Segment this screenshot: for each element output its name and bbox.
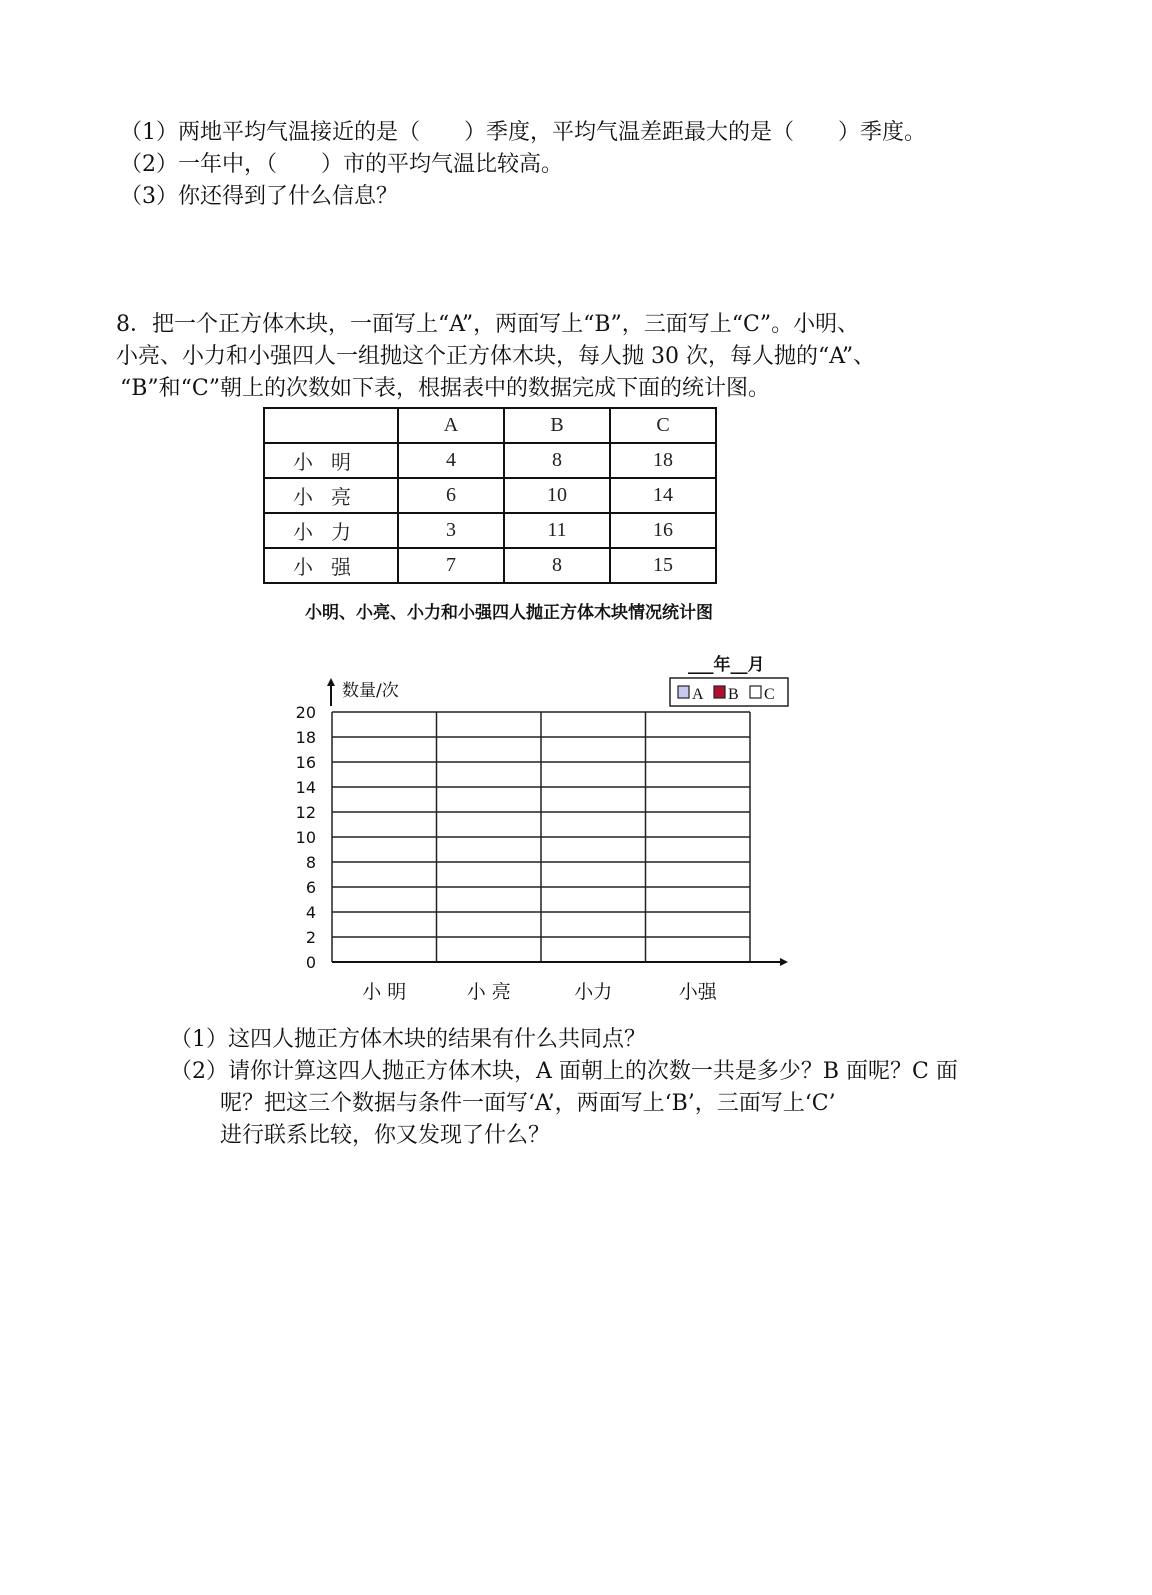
top-question-3: （3）你还得到了什么信息？ [120, 184, 398, 209]
table-cell: 6 [398, 478, 504, 513]
table-header-row [264, 408, 716, 443]
x-category-label: 小力 [574, 981, 613, 1003]
y-axis-arrow [327, 678, 335, 686]
sub-question-2-cont-1: 呢？把这三个数据与条件一面写‘A’，两面写上‘B’，三面写上‘C’ [220, 1091, 836, 1116]
legend-label: C [764, 686, 775, 703]
x-axis-arrow [780, 958, 788, 966]
legend-swatch [714, 686, 725, 698]
table-cell: 8 [504, 443, 610, 478]
y-tick-label: 8 [305, 853, 316, 872]
table-row [264, 478, 716, 513]
y-tick-label: 10 [295, 828, 316, 847]
sub-question-2-cont-2: 进行联系比较，你又发现了什么？ [220, 1123, 551, 1148]
sub-question-2: （2）请你计算这四人抛正方体木块，A 面朝上的次数一共是多少？B 面呢？C 面 [170, 1059, 958, 1084]
legend-label: B [728, 686, 739, 703]
y-tick-label: 12 [295, 803, 316, 822]
table-header-cell [264, 408, 398, 443]
bar-chart [280, 640, 810, 1010]
table-cell: 16 [610, 513, 716, 548]
x-category-label: 小 明 [362, 981, 407, 1003]
x-category-label: 小强 [678, 981, 717, 1003]
y-tick-label: 18 [295, 728, 316, 747]
top-question-2: （2）一年中，（ ）市的平均气温比较高。 [120, 152, 563, 177]
x-category-label: 小 亮 [466, 981, 511, 1003]
table-cell: 11 [504, 513, 610, 548]
table-row [264, 548, 716, 583]
legend-label: A [692, 686, 704, 703]
problem8-line-2: 小亮、小力和小强四人一组抛这个正方体木块，每人抛 30 次，每人抛的“A”、 [116, 344, 876, 369]
sub-question-1: （1）这四人抛正方体木块的结果有什么共同点？ [170, 1027, 646, 1052]
table-cell: 7 [398, 548, 504, 583]
data-table [263, 407, 717, 584]
table-cell: 4 [398, 443, 504, 478]
table-row [264, 443, 716, 478]
table-header-cell: C [610, 408, 716, 443]
y-tick-label: 14 [295, 778, 316, 797]
table-row [264, 513, 716, 548]
table-cell: 10 [504, 478, 610, 513]
y-tick-label: 2 [305, 928, 316, 947]
y-tick-label: 20 [295, 703, 316, 722]
y-tick-label: 16 [295, 753, 316, 772]
chart-title: 小明、小亮、小力和小强四人抛正方体木块情况统计图 [305, 603, 713, 623]
table-cell: 18 [610, 443, 716, 478]
table-cell-name: 小强 [264, 548, 398, 583]
table-cell-name: 小亮 [264, 478, 398, 513]
table-cell-name: 小明 [264, 443, 398, 478]
y-axis-label: 数量/次 [342, 681, 399, 701]
y-tick-label: 6 [305, 878, 316, 897]
table-cell: 8 [504, 548, 610, 583]
legend-swatch [750, 686, 761, 698]
table-cell: 14 [610, 478, 716, 513]
top-question-1: （1）两地平均气温接近的是（ ）季度，平均气温差距最大的是（ ）季度。 [120, 120, 926, 145]
table-header-cell: B [504, 408, 610, 443]
legend-swatch [678, 686, 689, 698]
table-cell: 3 [398, 513, 504, 548]
table-header-cell: A [398, 408, 504, 443]
table-cell: 15 [610, 548, 716, 583]
y-tick-label: 4 [305, 903, 316, 922]
date-label: ___年__月 [688, 655, 765, 675]
problem8-line-1: 8．把一个正方体木块，一面写上“A”，两面写上“B”，三面写上“C”。小明、 [116, 312, 860, 337]
y-tick-label: 0 [305, 953, 316, 972]
table-cell-name: 小力 [264, 513, 398, 548]
problem8-line-3: “B”和“C”朝上的次数如下表，根据表中的数据完成下面的统计图。 [120, 376, 770, 401]
